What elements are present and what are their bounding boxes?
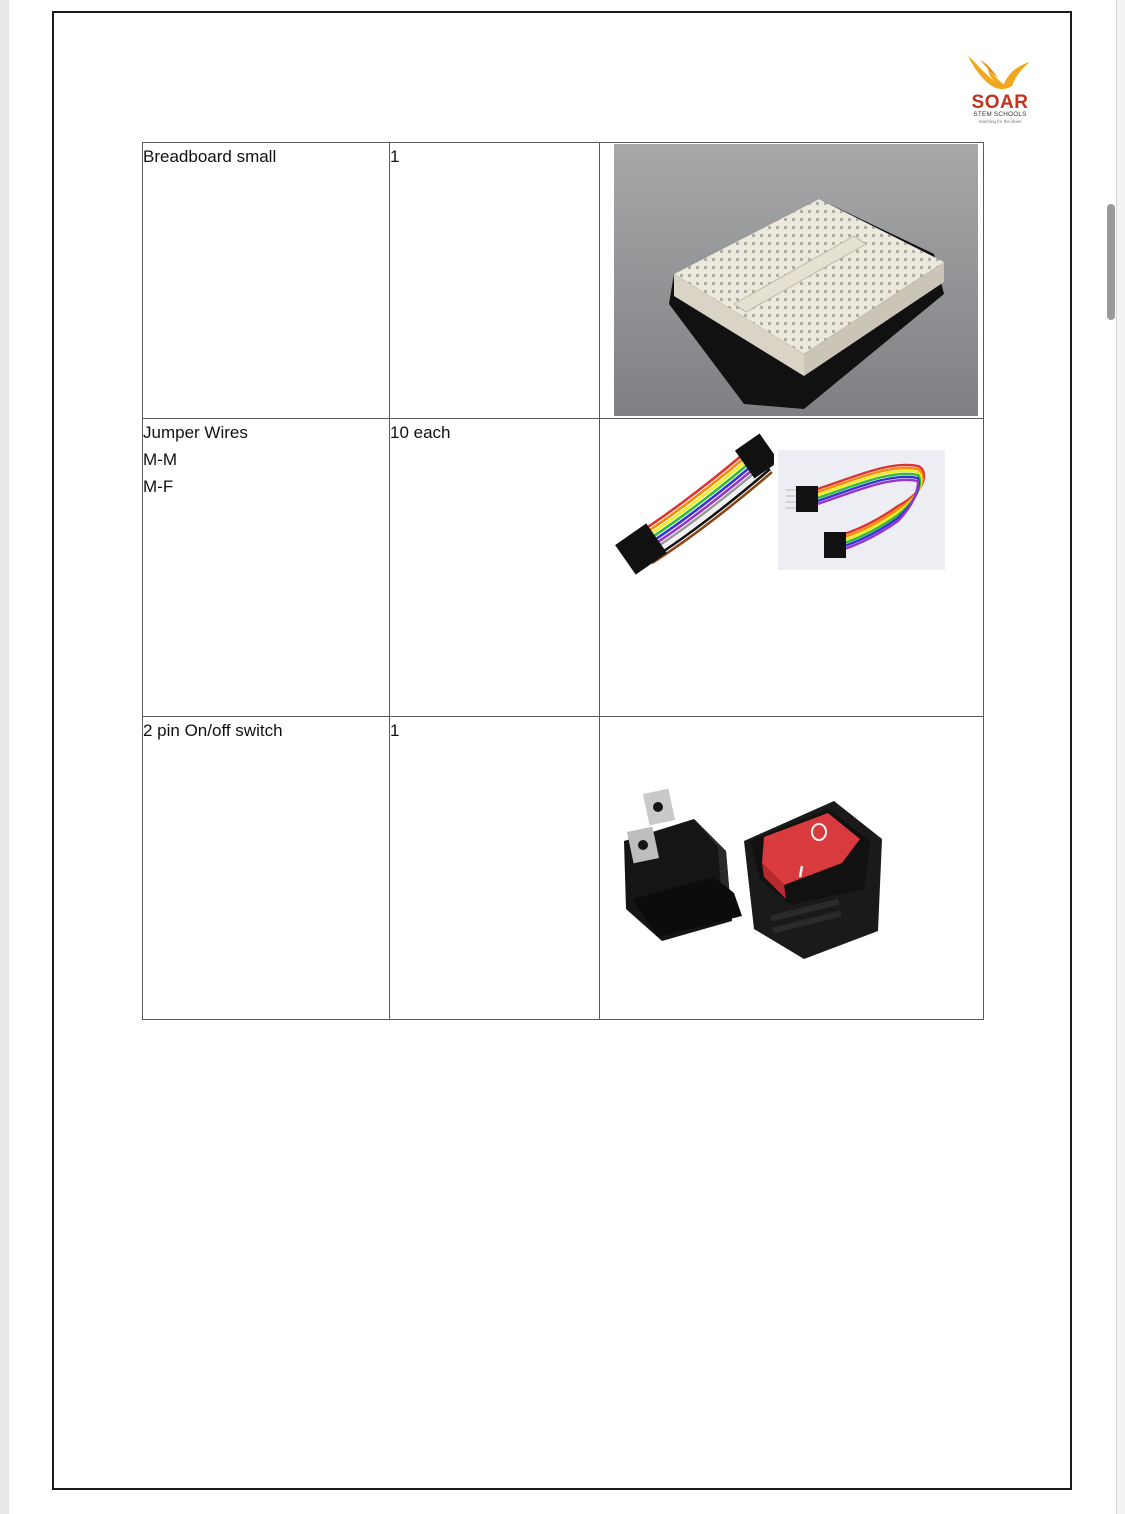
item-name-cell [143, 419, 390, 717]
item-name-cell [143, 143, 390, 419]
left-gutter [0, 0, 9, 1514]
image-cell [600, 143, 984, 419]
quantity-value: 1 [390, 147, 400, 166]
item-name-cell [143, 717, 390, 1020]
item-name-line: M-F [143, 477, 174, 496]
jumper-wires-mf-photo-icon [778, 450, 945, 570]
quantity-cell [390, 143, 600, 419]
jumper-wires-mm-photo-icon [614, 431, 774, 581]
item-name-line: 2 pin On/off switch [143, 721, 283, 740]
quantity-cell [390, 717, 600, 1020]
rocker-switch-photo-icon [614, 781, 924, 961]
table-row [143, 419, 984, 717]
logo-name: SOAR [971, 92, 1029, 113]
table-row [143, 717, 984, 1020]
quantity-value: 1 [390, 721, 400, 740]
logo-tagline: reaching for the skies [978, 119, 1022, 124]
scrollbar-thumb[interactable] [1107, 204, 1115, 320]
logo-subtitle: STEM SCHOOLS [973, 111, 1027, 118]
image-cell [600, 717, 984, 1020]
item-name-line: Jumper Wires [143, 423, 248, 442]
soar-logo [958, 52, 1042, 130]
mini-breadboard-photo-icon [614, 144, 978, 416]
table-row [143, 143, 984, 419]
item-name-line: Breadboard small [143, 147, 277, 166]
image-cell [600, 419, 984, 717]
parts-table [142, 142, 984, 1020]
soar-bird-icon [958, 52, 1042, 96]
scrollbar-track[interactable] [1116, 0, 1125, 1514]
item-name-line: M-M [143, 450, 177, 469]
quantity-cell [390, 419, 600, 717]
quantity-value: 10 each [390, 423, 451, 442]
